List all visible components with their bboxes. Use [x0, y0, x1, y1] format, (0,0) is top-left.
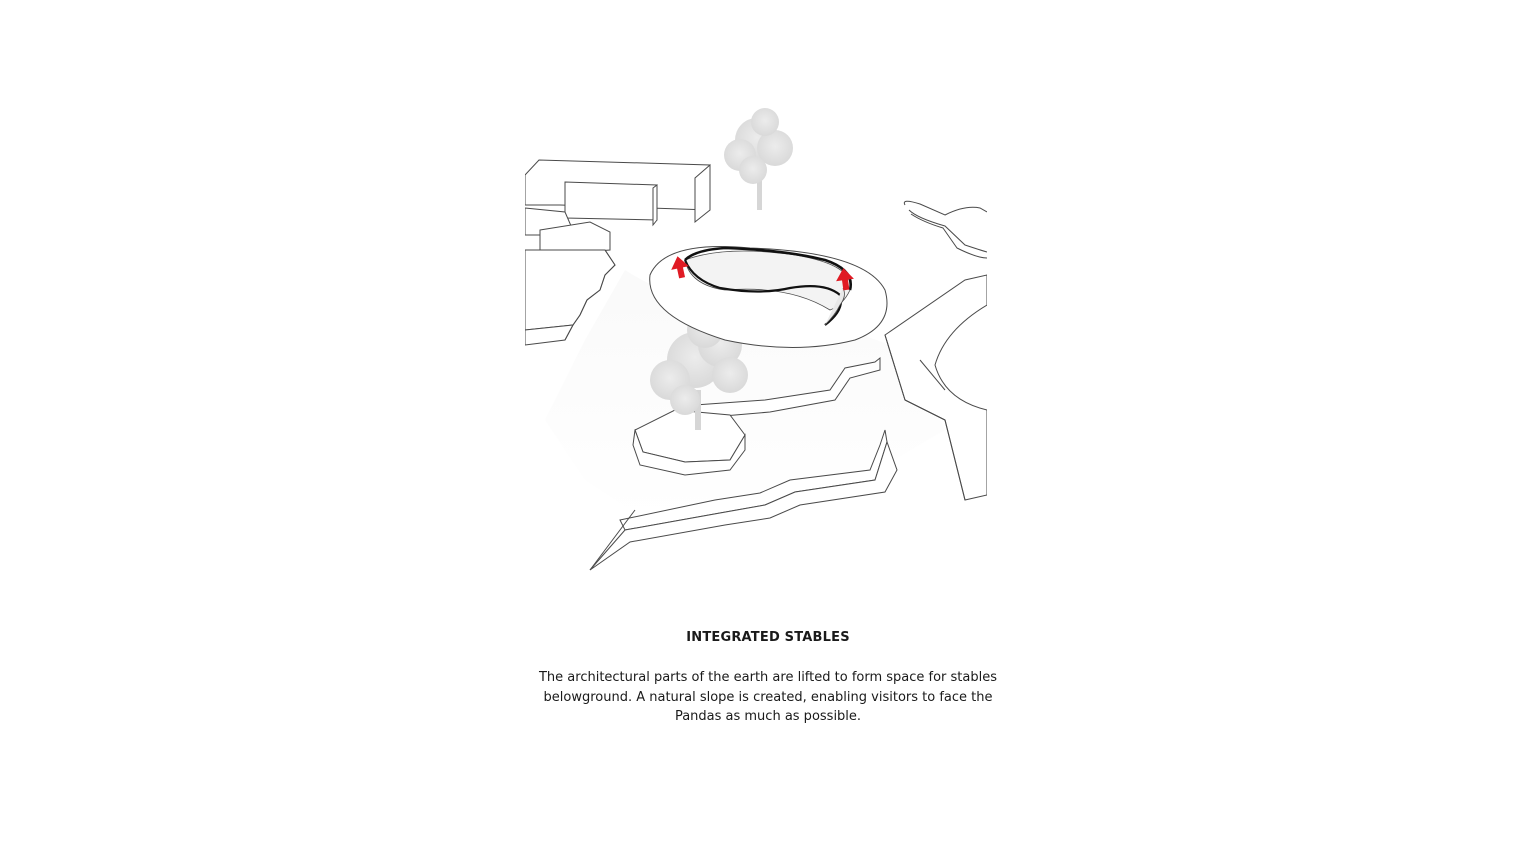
diagram-svg	[525, 100, 987, 580]
caption-line: belowground. A natural slope is created, enabling visitors to face the	[543, 689, 993, 705]
site-axonometric-diagram	[525, 100, 987, 580]
caption-line: Pandas as much as possible.	[674, 709, 862, 724]
caption-title: INTEGRATED STABLES	[686, 630, 850, 645]
caption-line: The architectural parts of the earth are lifted to form space for stables	[538, 670, 998, 685]
road-loop-right	[904, 201, 987, 258]
tree-back	[724, 108, 793, 210]
caption-description	[518, 668, 1018, 727]
